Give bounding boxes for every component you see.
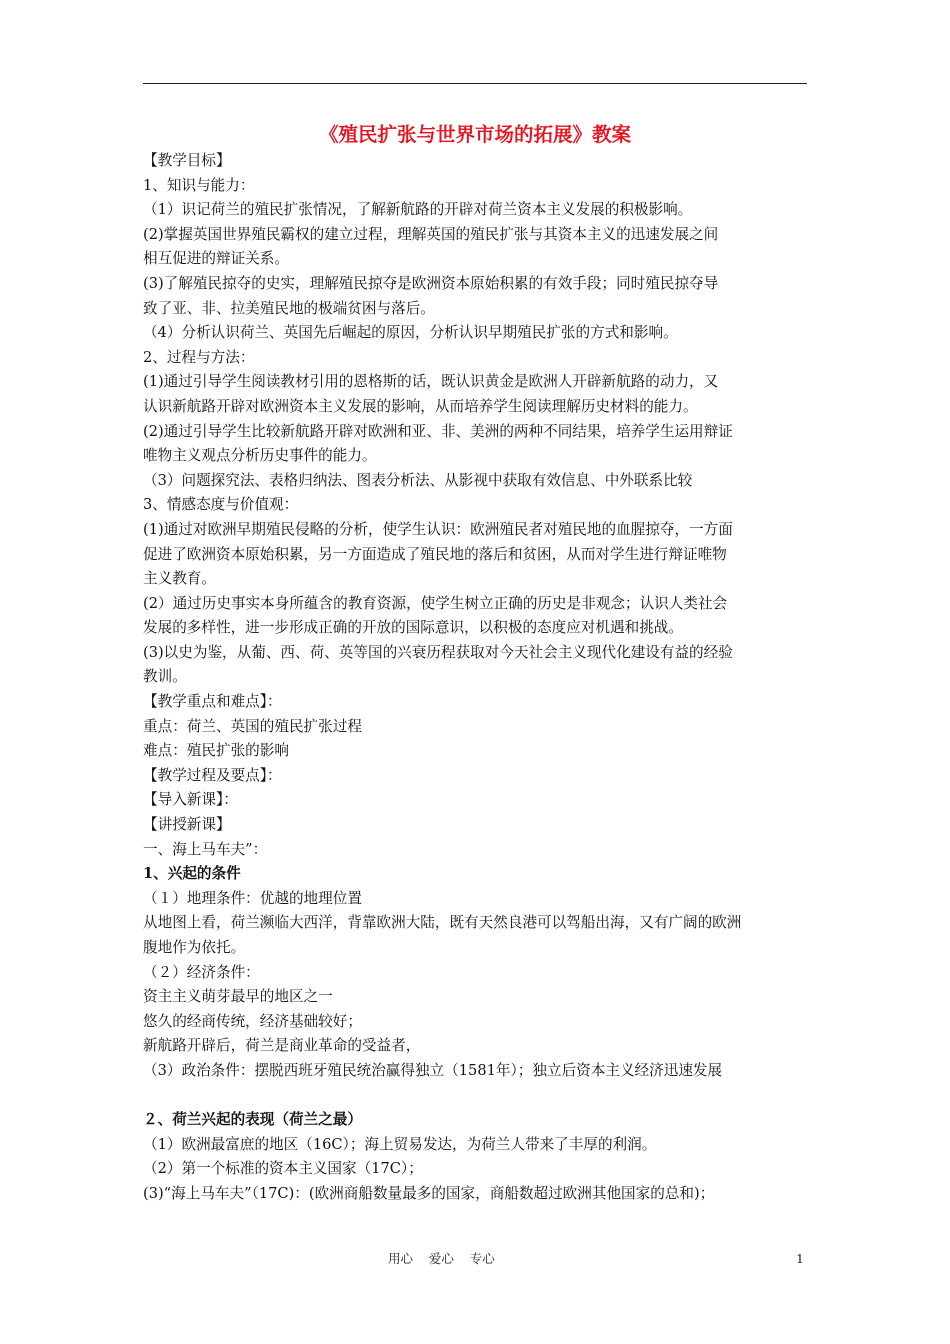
paragraph-line: （1）欧洲最富庶的地区（16C）；海上贸易发达，为荷兰人带来了丰厚的利润。 xyxy=(143,1135,657,1153)
paragraph-line: 重点：荷兰、英国的殖民扩张过程 xyxy=(143,717,362,735)
paragraph-line: 促进了欧洲资本原始积累，另一方面造成了殖民地的落后和贫困，从而对学生进行辩证唯物 xyxy=(143,545,727,563)
subheading-knowledge: 1、知识与能力： xyxy=(143,176,255,194)
section-heading-key-points: 【教学重点和难点】： xyxy=(143,693,282,711)
paragraph-line: 腹地作为依托。 xyxy=(143,939,246,956)
paragraph-line: （3）政治条件：摆脱西班牙殖民统治赢得独立（1581年）；独立后资本主义经济迅速发展 xyxy=(143,1061,723,1079)
paragraph-line: (3)了解殖民掠夺的史实，理解殖民掠夺是欧洲资本原始积累的有效手段；同时殖民掠夺导 xyxy=(143,274,719,292)
section-heading-objectives: 【教学目标】 xyxy=(143,152,231,169)
paragraph-line: (3)以史为鉴，从葡、西、荷、英等国的兴衰历程获取对今天社会主义现代化建设有益的经验 xyxy=(143,643,733,661)
paragraph-line: （２）经济条件： xyxy=(143,963,260,981)
paragraph-line: (2）通过历史事实本身所蕴含的教育资源，使学生树立正确的历史是非观念；认识人类社会 xyxy=(143,594,728,612)
section-heading-intro: 【导入新课】： xyxy=(143,791,238,809)
paragraph-line: (1)通过对欧洲早期殖民侵略的分析，使学生认识：欧洲殖民者对殖民地的血腥掠夺，一方面 xyxy=(143,520,733,538)
blank-line xyxy=(143,1084,813,1109)
bold-heading-manifestations: ２、荷兰兴起的表现（荷兰之最） xyxy=(143,1111,362,1129)
paragraph-line: 发展的多样性，进一步形成正确的开放的国际意识，以积极的态度应对机遇和挑战。 xyxy=(143,619,683,637)
footer-motto: 用心 爱心 专心 xyxy=(388,1251,495,1266)
paragraph-line: 从地图上看，荷兰濒临大西洋，背靠欧洲大陆，既有天然良港可以驾船出海，又有广阔的欧洲 xyxy=(143,914,742,932)
section-heading-lecture: 【讲授新课】 xyxy=(143,816,231,834)
paragraph-line: （3）问题探究法、表格归纳法、图表分析法、从影视中获取有效信息、中外联系比较 xyxy=(143,471,693,489)
paragraph-line: 致了亚、非、拉美殖民地的极端贫困与落后。 xyxy=(143,299,435,317)
paragraph-line: (2)通过引导学生比较新航路开辟对欧洲和亚、非、美洲的两种不同结果，培养学生运用辩证 xyxy=(143,422,733,440)
document-title: 《殖民扩张与世界市场的拓展》教案 xyxy=(318,123,631,146)
paragraph-line: 教训。 xyxy=(143,668,187,686)
paragraph-line: 新航路开辟后，荷兰是商业革命的受益者， xyxy=(143,1037,421,1055)
header-rule xyxy=(143,83,807,84)
paragraph-line: (1)通过引导学生阅读教材引用的恩格斯的话，既认识黄金是欧洲人开辟新航路的动力，又 xyxy=(143,373,719,391)
paragraph-line: 资主主义萌芽最早的地区之一 xyxy=(143,988,333,1006)
section-heading-process: 【教学过程及要点】： xyxy=(143,766,282,784)
paragraph-line: （1）识记荷兰的殖民扩张情况，了解新航路的开辟对荷兰资本主义发展的积极影响。 xyxy=(143,201,693,219)
bold-heading-conditions: 1、兴起的条件 xyxy=(143,865,241,883)
subheading-values: 3、情感态度与价值观： xyxy=(143,496,299,514)
paragraph-line: 认识新航路开辟对欧洲资本主义发展的影响，从而培养学生阅读理解历史材料的能力。 xyxy=(143,397,698,415)
paragraph-line: 悠久的经商传统，经济基础较好； xyxy=(143,1012,362,1030)
paragraph-line: 唯物主义观点分析历史事件的能力。 xyxy=(143,447,377,465)
paragraph-line: (3)“海上马车夫”（17C)：(欧洲商船数量最多的国家，商船数超过欧洲其他国家的总和)； xyxy=(143,1184,715,1202)
document-body xyxy=(143,149,813,1207)
section-heading-part-one: 一、海上马车夫”： xyxy=(143,840,268,858)
paragraph-line: 相互促进的辩证关系。 xyxy=(143,250,289,268)
paragraph-line: （１）地理条件：优越的地理位置 xyxy=(143,889,362,907)
subheading-process: 2、过程与方法： xyxy=(143,348,255,366)
page-number: 1 xyxy=(796,1251,804,1266)
paragraph-line: 主义教育。 xyxy=(143,570,216,588)
paragraph-line: 难点：殖民扩张的影响 xyxy=(143,742,289,760)
paragraph-line: （2）第一个标准的资本主义国家（17C）； xyxy=(143,1160,423,1178)
paragraph-line: （4）分析认识荷兰、英国先后崛起的原因，分析认识早期殖民扩张的方式和影响。 xyxy=(143,324,678,342)
paragraph-line: (2)掌握英国世界殖民霸权的建立过程，理解英国的殖民扩张与其资本主义的迅速发展之间 xyxy=(143,225,719,243)
